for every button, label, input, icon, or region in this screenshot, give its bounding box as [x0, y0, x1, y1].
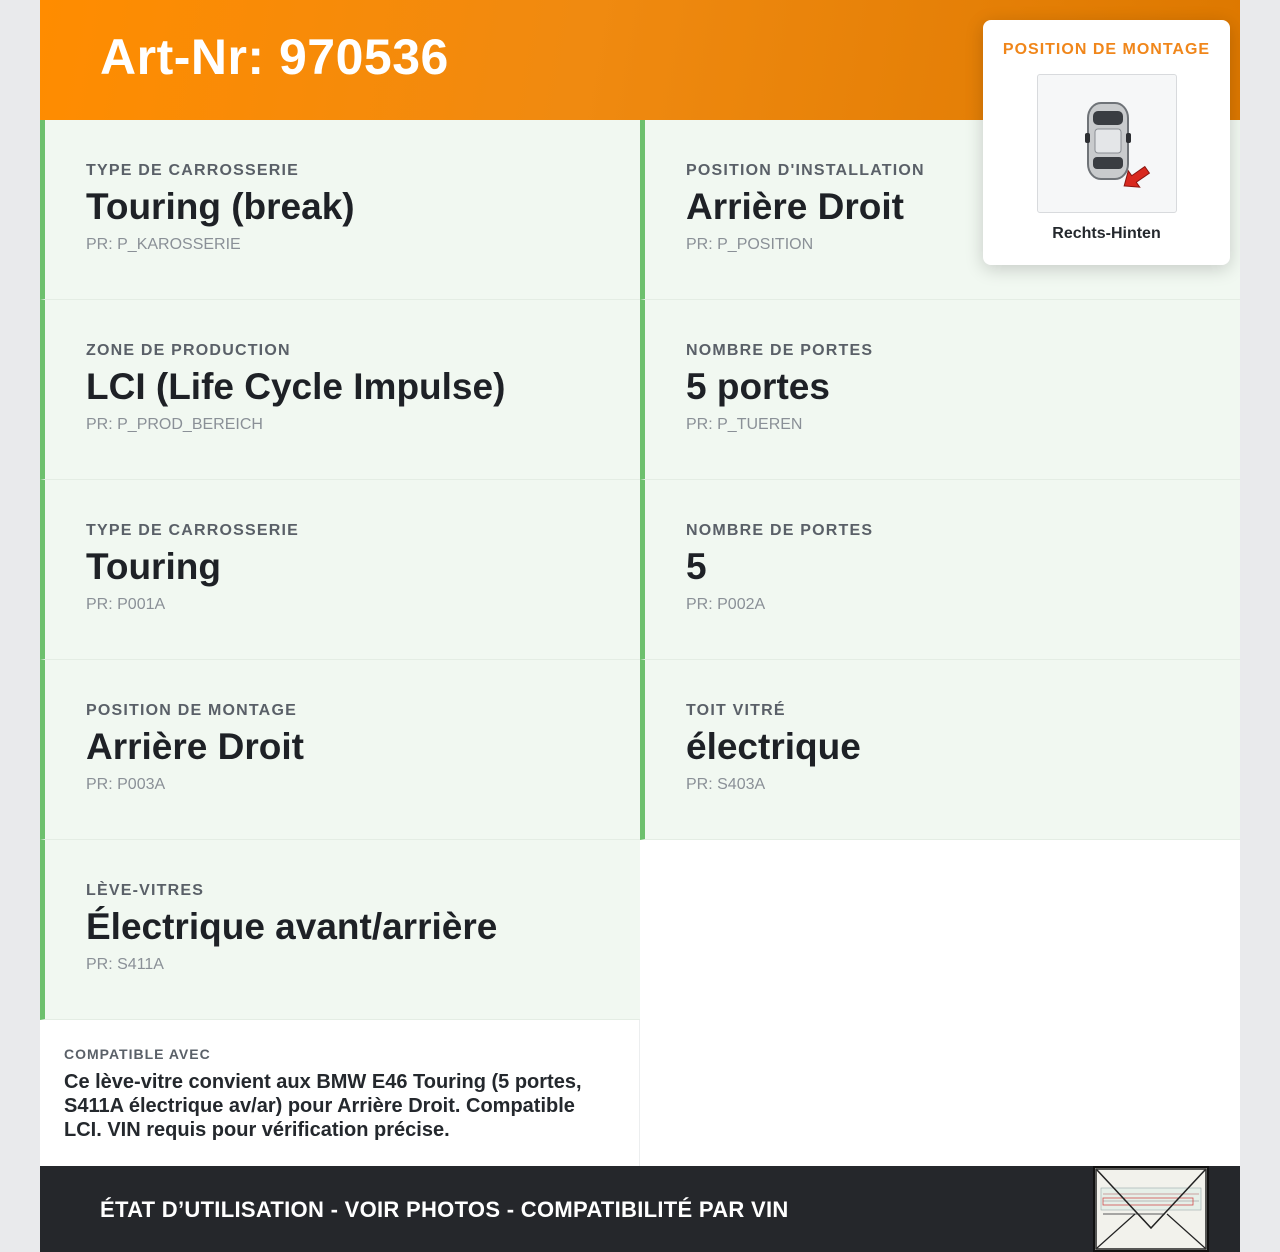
mounting-position-title: POSITION DE MONTAGE	[1002, 41, 1211, 58]
spec-label: NOMBRE DE PORTES	[686, 522, 874, 539]
spec-card	[40, 840, 640, 1020]
spec-pr-code: PR: S411A	[86, 956, 164, 973]
compatibility-section	[40, 1020, 640, 1166]
spec-value: Arrière Droit	[686, 186, 904, 227]
spec-card	[40, 480, 640, 660]
spec-card	[40, 660, 640, 840]
spec-pr-code: PR: P_POSITION	[686, 236, 814, 253]
spec-value: Touring	[86, 546, 221, 587]
compatibility-label: COMPATIBLE AVEC	[64, 1046, 211, 1062]
spec-label: ZONE DE PRODUCTION	[86, 342, 291, 359]
spec-label: TOIT VITRÉ	[686, 702, 786, 719]
spec-label: LÈVE-VITRES	[86, 882, 205, 899]
spec-pr-code: PR: P001A	[86, 596, 166, 613]
spec-value: Touring (break)	[86, 186, 355, 227]
spec-card	[640, 660, 1240, 840]
document-thumbnail[interactable]	[1093, 1166, 1209, 1252]
spec-pr-code: PR: S403A	[686, 776, 766, 793]
spec-pr-code: PR: P003A	[86, 776, 166, 793]
car-top-view-icon	[1038, 75, 1176, 212]
spec-value: électrique	[686, 726, 861, 767]
spec-value: Électrique avant/arrière	[86, 906, 498, 947]
compatibility-text: Ce lève-vitre convient aux BMW E46 Touring (5 portes, S411A électrique av/ar) pour Arrière Droit. Compatible LCI. VIN requis pour vérification précise.	[64, 1071, 582, 1141]
footer-text: ÉTAT D’UTILISATION - VOIR PHOTOS - COMPATIBILITÉ PAR VIN	[100, 1197, 789, 1222]
car-position-image	[1037, 74, 1177, 213]
spec-card	[640, 300, 1240, 480]
spec-card	[40, 300, 640, 480]
mounting-position-caption: Rechts-Hinten	[1052, 225, 1161, 242]
spec-pr-code: PR: P_TUEREN	[686, 416, 803, 433]
envelope-icon	[1095, 1168, 1207, 1250]
spec-card	[40, 120, 640, 300]
page	[40, 0, 1240, 1252]
spec-label: POSITION DE MONTAGE	[86, 702, 297, 719]
page-title: Art-Nr: 970536	[100, 29, 449, 85]
spec-value: 5	[686, 546, 707, 587]
spec-value: Arrière Droit	[86, 726, 304, 767]
spec-value: LCI (Life Cycle Impulse)	[86, 366, 506, 407]
mounting-position-card	[983, 20, 1230, 265]
spec-label: NOMBRE DE PORTES	[686, 342, 874, 359]
spec-pr-code: PR: P_KAROSSERIE	[86, 236, 241, 253]
spec-label: TYPE DE CARROSSERIE	[86, 162, 300, 179]
spec-label: POSITION D'INSTALLATION	[686, 162, 925, 179]
spec-value: 5 portes	[686, 366, 830, 407]
spec-card	[640, 480, 1240, 660]
empty-cell	[640, 840, 1240, 1020]
spec-pr-code: PR: P_PROD_BEREICH	[86, 416, 263, 433]
spec-pr-code: PR: P002A	[686, 596, 766, 613]
footer-bar	[40, 1166, 1240, 1252]
spec-label: TYPE DE CARROSSERIE	[86, 522, 300, 539]
